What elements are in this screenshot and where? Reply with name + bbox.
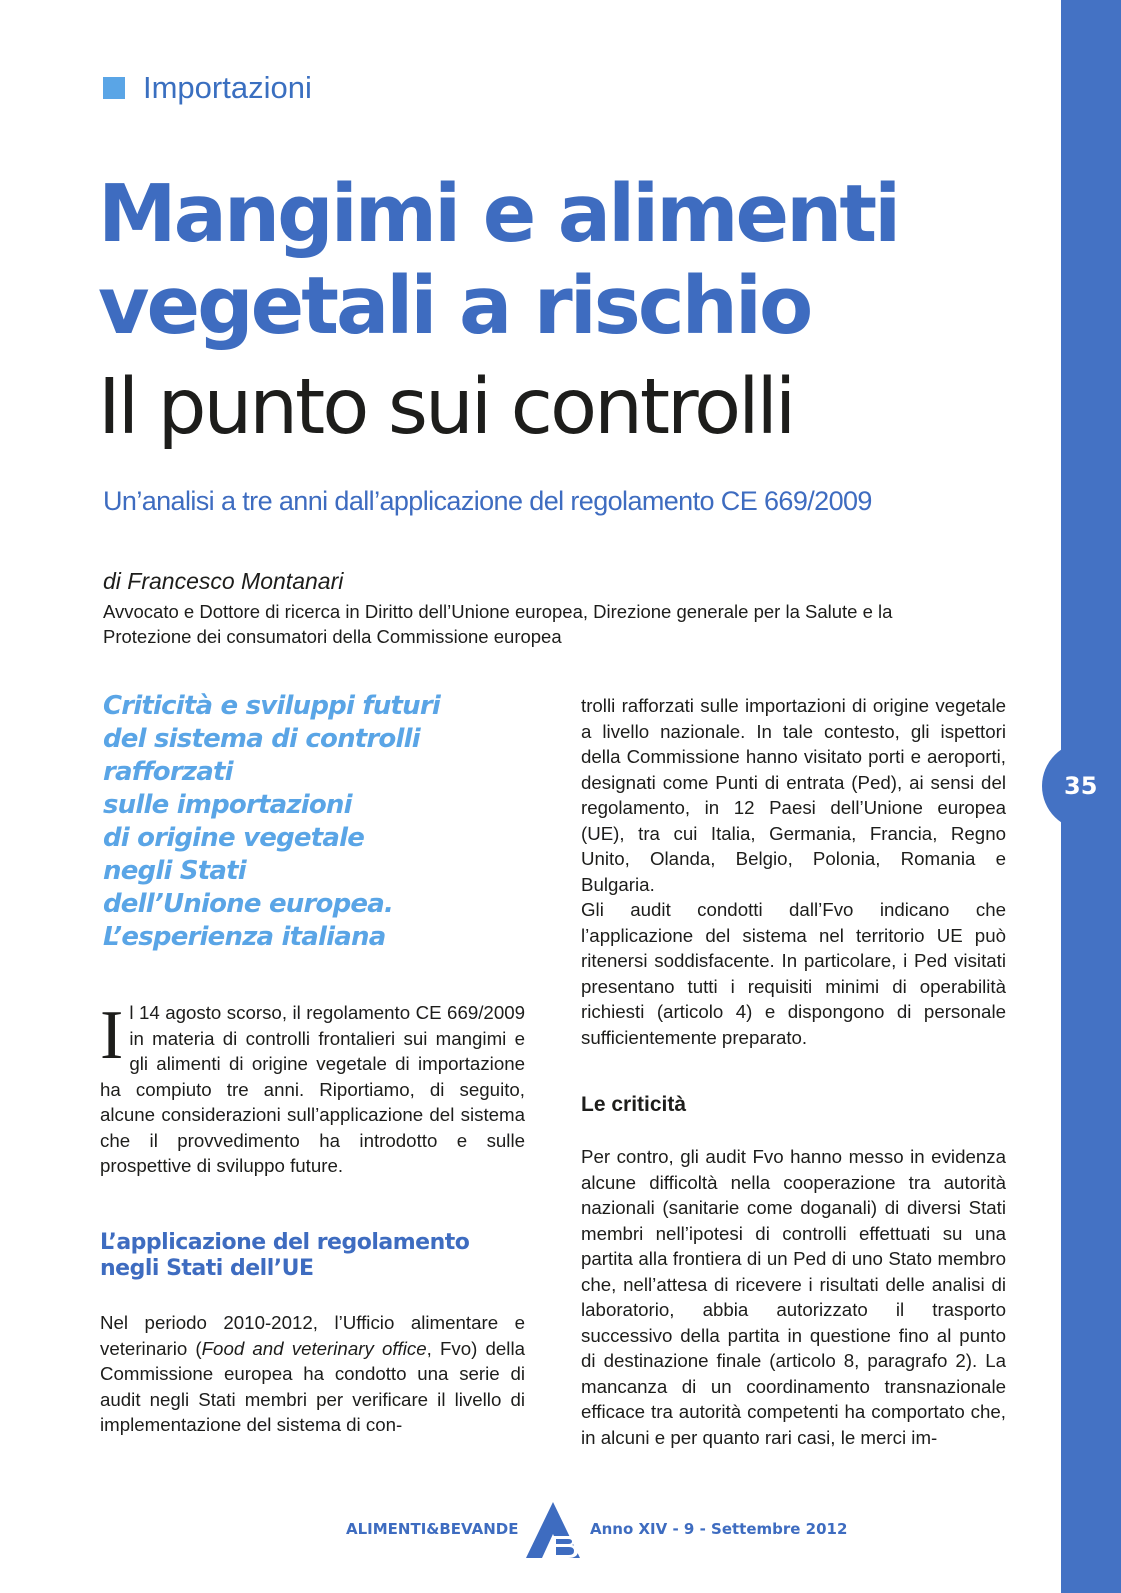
page-number-tab — [1042, 742, 1121, 830]
body-paragraph: Gli audit condotti dall’Fvo indicano che l’applicazione del sistema nel territorio UE può ritenersi soddisfacente. In particolare, i Ped visitati presentano tutti i requisiti minimi di operabilità richiesti (articolo 4) e dispongono di personale sufficientemente preparato. — [581, 899, 1006, 1048]
intro-text: l 14 agosto scorso, il regolamento CE 669/2009 in materia di controlli frontalieri sui mangimi e gli alimenti di origine vegetale di importazione ha compiuto tre anni. Riportiamo, di seguito, alcune considerazioni sull’applicazione del sistema che il provvedimento ha introdotto e sulle prospettive di sviluppo future. — [100, 1002, 525, 1176]
body-paragraph: trolli rafforzati sulle importazioni di origine vegetale a livello nazionale. In tale contesto, gli ispettori della Commissione hanno visitato porti e aeroporti, designati come Punti di entrata (Ped), ai sensi del regolamento, in 12 Paesi dell’Unione europea (UE), tra cui Italia, Germania, Francia, Regno Unito, Olanda, Belgio, Polonia, Romania e Bulgaria. — [581, 695, 1006, 895]
paragraph-text: , Fvo) della Commissione europea ha condotto una serie di audit negli Stati membri per verificare il livello di implementazione del sistema di con- — [100, 1337, 525, 1435]
section-label: Importazioni — [143, 70, 312, 105]
pull-quote — [103, 690, 523, 954]
pull-quote-line: dell’Unione europea. — [103, 889, 394, 919]
paragraph-text: Nel periodo 2010-2012, l’Ufficio alimentare e veterinario ( — [100, 1312, 525, 1359]
section-heading-application: L’applicazione del regolamento negli Stati dell’UE — [100, 1230, 470, 1281]
page-number: 35 — [1064, 772, 1098, 800]
pull-quote-line: L’esperienza italiana — [103, 922, 386, 952]
pull-quote-line: di origine vegetale — [103, 823, 365, 853]
author-affiliation: Avvocato e Dottore di ricerca in Diritto dell’Unione europea, Direzione generale per la Salute e la Protezione dei consumatori della Commissione europea — [103, 601, 893, 647]
body-paragraph: Per contro, gli audit Fvo hanno messo in evidenza alcune difficoltà nella cooperazione tra autorità nazionali (sanitarie come doganali) di diversi Stati membri nell’ipotesi di controlli effettuati su una partita alla frontiera di un Ped di uno Stato membro che, nell’attesa di ricevere i risultati delle analisi di laboratorio, abbia autorizzato il trasporto successivo della partita in questione fino al punto di destinazione finale (articolo 8, paragrafo 2). La mancanza di un coordinamento transnazionale efficace tra autorità competenti ha comportato che, in alcuni e per quanto rari casi, le merci im- — [581, 1146, 1006, 1448]
pull-quote-line: rafforzati — [103, 757, 233, 787]
magazine-logo-icon — [522, 1500, 584, 1560]
article-title — [98, 168, 1018, 352]
section-square-icon — [103, 77, 125, 99]
section-tag — [103, 70, 312, 106]
page-footer — [0, 1500, 1060, 1560]
drop-cap: I — [100, 997, 124, 1074]
title-line: vegetali a rischio — [98, 260, 811, 352]
article-deck: Un’analisi a tre anni dall’applicazione del regolamento CE 669/2009 — [103, 486, 872, 516]
pull-quote-line: del sistema di controlli — [103, 724, 420, 754]
intro-paragraph — [100, 997, 525, 1179]
article-subtitle: Il punto sui controlli — [98, 363, 794, 452]
footer-issue: Anno XIV - 9 - Settembre 2012 — [590, 1520, 848, 1538]
right-column — [581, 693, 1006, 1050]
body-paragraph — [100, 1310, 525, 1438]
pull-quote-line: negli Stati — [103, 856, 246, 886]
pull-quote-line: sulle importazioni — [103, 790, 352, 820]
title-line: Mangimi e alimenti — [98, 168, 899, 260]
paragraph-italic: Food and veterinary office — [201, 1337, 427, 1359]
footer-brand: ALIMENTI&BEVANDE — [346, 1520, 519, 1538]
section-heading-criticita: Le criticità — [581, 1093, 687, 1116]
pull-quote-line: Criticità e sviluppi futuri — [103, 691, 441, 721]
byline: di Francesco Montanari — [103, 568, 344, 594]
